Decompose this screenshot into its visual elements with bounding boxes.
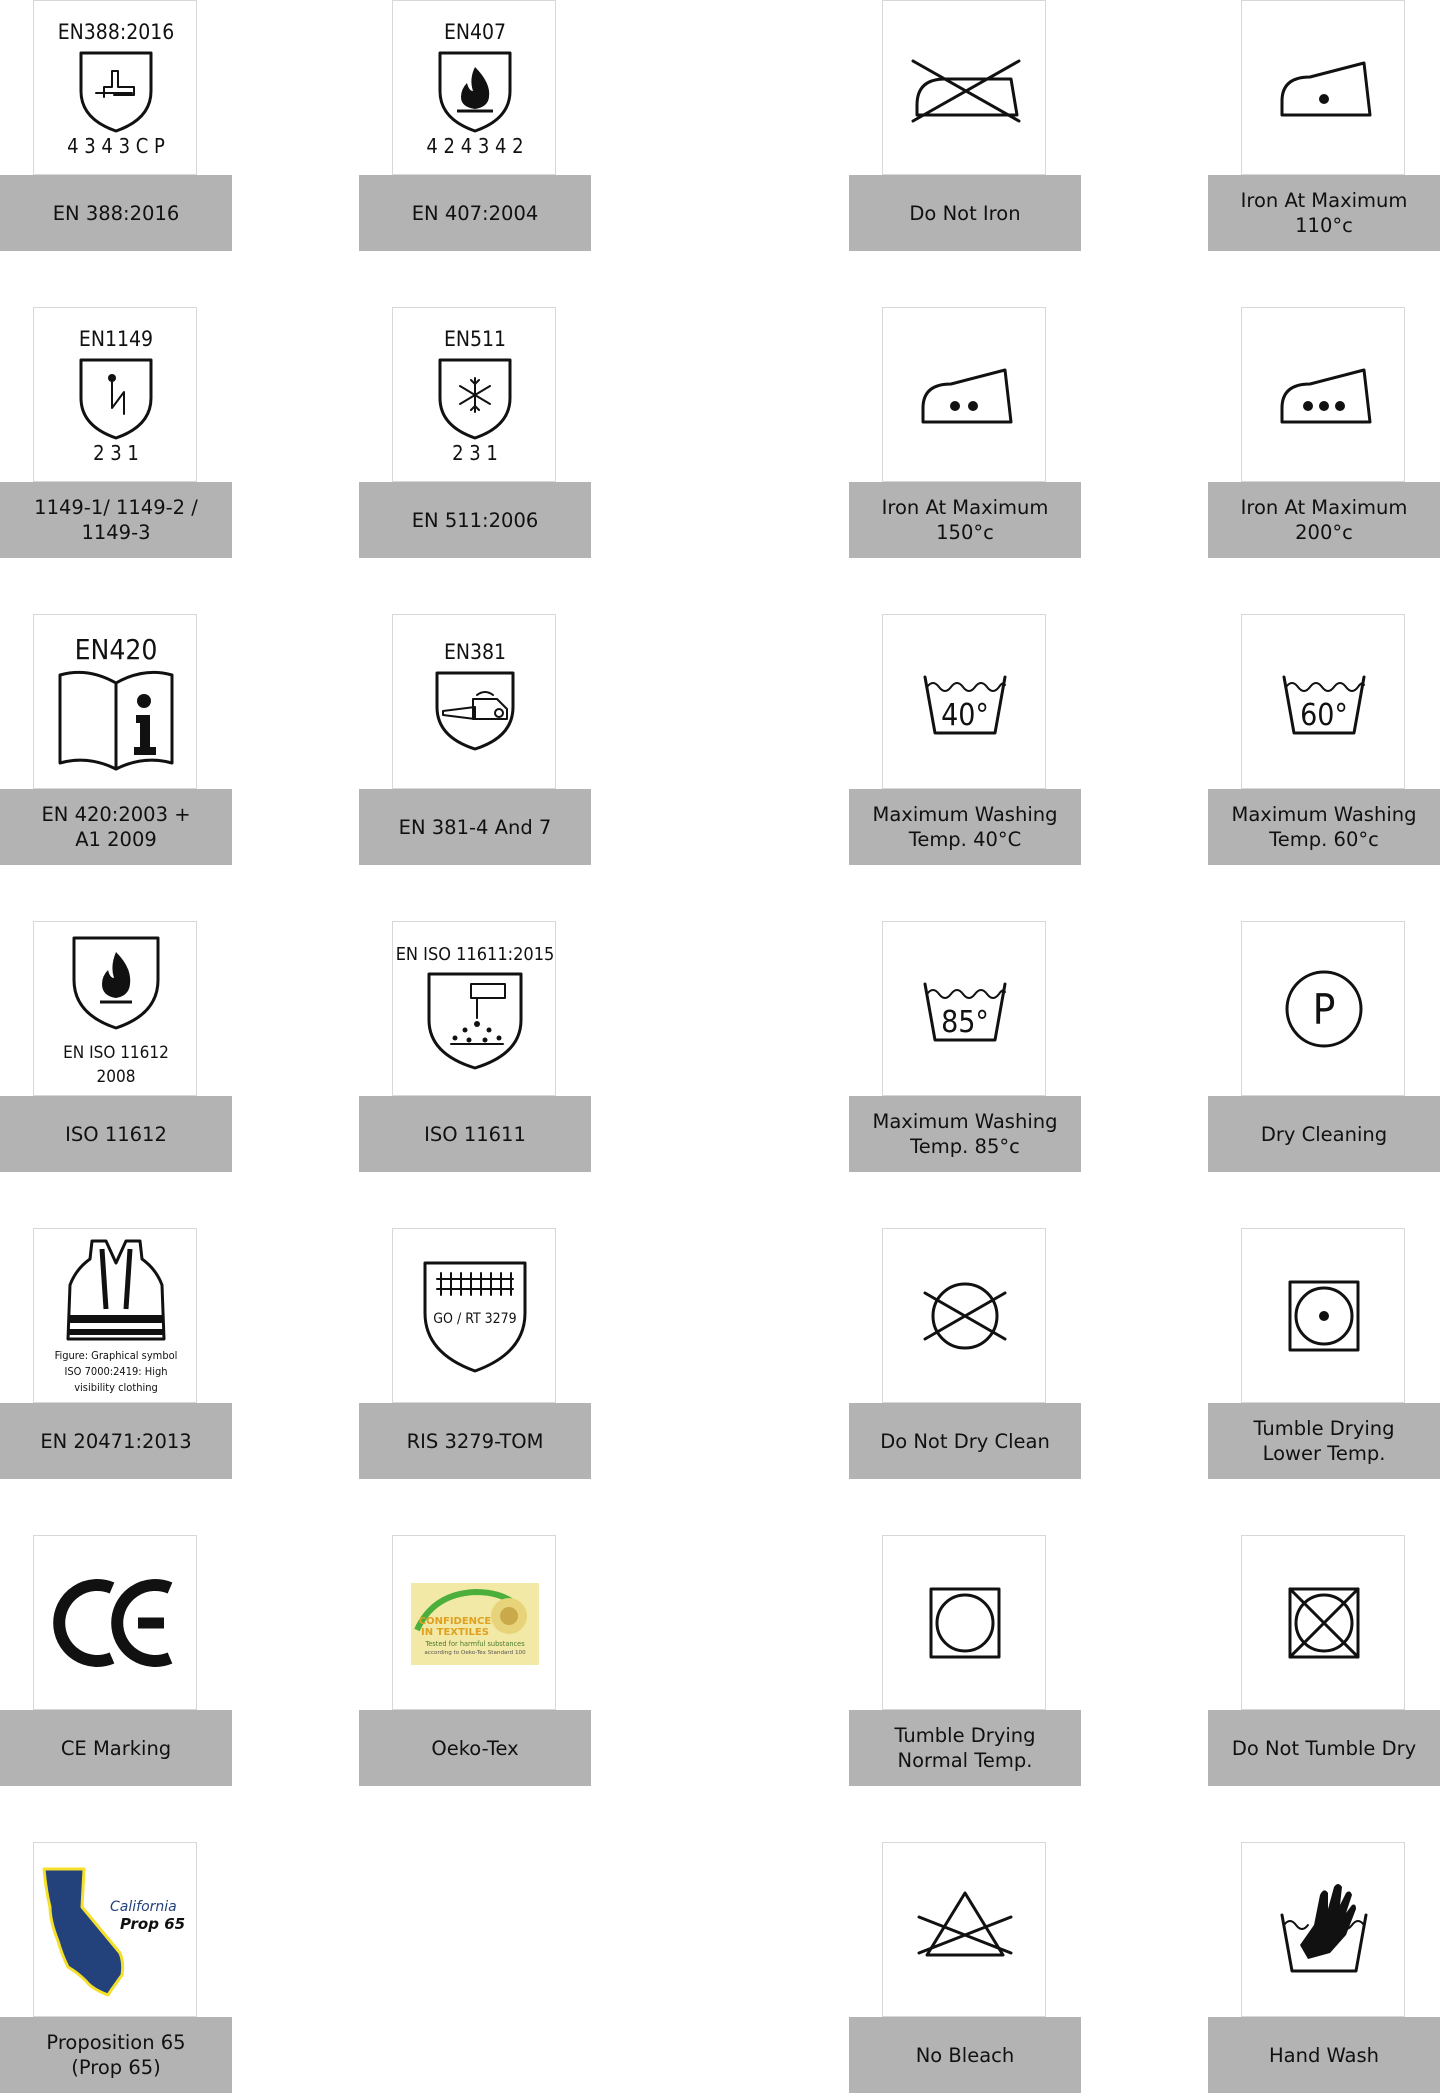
svg-text:Tested for harmful substances: Tested for harmful substances xyxy=(425,1640,525,1648)
en20471-symbol xyxy=(33,1228,197,1403)
svg-text:2 3 1: 2 3 1 xyxy=(93,441,139,465)
tumble-normal-caption: Tumble Drying Normal Temp. xyxy=(849,1710,1081,1786)
iron-150-caption: Iron At Maximum 150°c xyxy=(849,482,1081,558)
en420-caption: EN 420:2003 + A1 2009 xyxy=(0,789,232,865)
do-not-iron-caption: Do Not Iron xyxy=(849,175,1081,251)
iron-110-symbol xyxy=(1241,0,1405,175)
card-oeko-tex xyxy=(359,1535,591,1786)
card-en511 xyxy=(359,307,591,558)
dry-cleaning-caption: Dry Cleaning xyxy=(1208,1096,1440,1172)
iron-200-caption: Iron At Maximum 200°c xyxy=(1208,482,1440,558)
card-en407 xyxy=(359,0,591,251)
mechanical-hazard-shield-icon xyxy=(34,1,197,175)
card-ce xyxy=(0,1535,232,1786)
en388-symbol xyxy=(33,0,197,175)
svg-text:40°: 40° xyxy=(941,698,989,733)
en381-symbol xyxy=(392,614,556,789)
svg-text:CONFIDENCE: CONFIDENCE xyxy=(418,1616,492,1627)
svg-text:2 3 1: 2 3 1 xyxy=(452,441,498,465)
card-no-tumble xyxy=(1208,1535,1440,1786)
en381-caption: EN 381-4 And 7 xyxy=(359,789,591,865)
tumble-low-symbol xyxy=(1241,1228,1405,1403)
svg-text:2008: 2008 xyxy=(96,1067,136,1087)
iron-two-dots-icon xyxy=(883,308,1046,482)
card-iron-110 xyxy=(1208,0,1440,251)
svg-text:Figure: Graphical symbol: Figure: Graphical symbol xyxy=(54,1349,178,1362)
card-en1149 xyxy=(0,307,232,558)
tumble-normal-symbol xyxy=(882,1535,1046,1710)
en407-symbol xyxy=(392,0,556,175)
wash-60-caption: Maximum Washing Temp. 60°c xyxy=(1208,789,1440,865)
wash-85-symbol xyxy=(882,921,1046,1096)
svg-text:California: California xyxy=(110,1899,177,1915)
en407-caption: EN 407:2004 xyxy=(359,175,591,251)
en1149-symbol xyxy=(33,307,197,482)
ce-symbol xyxy=(33,1535,197,1710)
no-tumble-symbol xyxy=(1241,1535,1405,1710)
svg-text:Prop 65: Prop 65 xyxy=(120,1915,186,1933)
flame-shield-icon xyxy=(393,1,556,175)
card-iron-200 xyxy=(1208,307,1440,558)
svg-text:85°: 85° xyxy=(941,1005,989,1040)
tumble-dry-dot-icon xyxy=(1242,1229,1405,1403)
chainsaw-shield-icon xyxy=(393,615,556,789)
card-iso11612 xyxy=(0,921,232,1172)
en388-caption: EN 388:2016 xyxy=(0,175,232,251)
card-prop65 xyxy=(0,1842,232,2093)
iron-three-dots-icon xyxy=(1242,308,1405,482)
crossed-tumble-dry-icon xyxy=(1242,1536,1405,1710)
card-wash-85 xyxy=(849,921,1081,1172)
crossed-circle-icon xyxy=(883,1229,1046,1403)
svg-text:EN381: EN381 xyxy=(443,640,507,664)
info-book-icon xyxy=(34,615,197,789)
svg-text:EN407: EN407 xyxy=(443,20,507,44)
card-no-bleach xyxy=(849,1842,1081,2093)
wash-85-caption: Maximum Washing Temp. 85°c xyxy=(849,1096,1081,1172)
card-ris3279 xyxy=(359,1228,591,1479)
card-en420 xyxy=(0,614,232,865)
card-wash-40 xyxy=(849,614,1081,865)
card-tumble-low xyxy=(1208,1228,1440,1479)
dry-clean-p-icon xyxy=(1242,922,1405,1096)
iso11611-symbol xyxy=(392,921,556,1096)
svg-text:4 3 4 3 C P: 4 3 4 3 C P xyxy=(67,134,165,158)
high-visibility-vest-icon xyxy=(34,1229,197,1403)
iron-110-caption: Iron At Maximum 110°c xyxy=(1208,175,1440,251)
hand-wash-caption: Hand Wash xyxy=(1208,2017,1440,2093)
railway-track-shield-icon xyxy=(393,1229,556,1403)
no-bleach-symbol xyxy=(882,1842,1046,2017)
svg-text:according to Oeko-Tex Standard: according to Oeko-Tex Standard 100 xyxy=(424,1650,526,1656)
wash-tub-icon xyxy=(883,615,1046,789)
ris3279-caption: RIS 3279-TOM xyxy=(359,1403,591,1479)
svg-text:IN TEXTILES: IN TEXTILES xyxy=(421,1627,489,1638)
crossed-iron-icon xyxy=(883,1,1046,175)
svg-text:EN ISO 11612: EN ISO 11612 xyxy=(63,1043,169,1063)
wash-tub-icon xyxy=(883,922,1046,1096)
wash-40-caption: Maximum Washing Temp. 40°C xyxy=(849,789,1081,865)
no-bleach-caption: No Bleach xyxy=(849,2017,1081,2093)
card-tumble-normal xyxy=(849,1535,1081,1786)
oeko-tex-caption: Oeko-Tex xyxy=(359,1710,591,1786)
svg-text:EN511: EN511 xyxy=(443,327,507,351)
en1149-caption: 1149-1/ 1149-2 / 1149-3 xyxy=(0,482,232,558)
wash-40-symbol xyxy=(882,614,1046,789)
ce-mark-icon xyxy=(34,1536,197,1710)
card-en388 xyxy=(0,0,232,251)
oeko-tex-logo-icon xyxy=(393,1536,556,1710)
crossed-triangle-icon xyxy=(883,1843,1046,2017)
card-en20471 xyxy=(0,1228,232,1479)
ce-caption: CE Marking xyxy=(0,1710,232,1786)
iso11612-symbol xyxy=(33,921,197,1096)
iso11611-caption: ISO 11611 xyxy=(359,1096,591,1172)
svg-text:visibility clothing: visibility clothing xyxy=(74,1381,158,1394)
iso11612-caption: ISO 11612 xyxy=(0,1096,232,1172)
no-dry-clean-symbol xyxy=(882,1228,1046,1403)
en511-caption: EN 511:2006 xyxy=(359,482,591,558)
hand-wash-tub-icon xyxy=(1242,1843,1405,2017)
en420-symbol xyxy=(33,614,197,789)
card-en381 xyxy=(359,614,591,865)
svg-text:GO / RT 3279: GO / RT 3279 xyxy=(433,1311,517,1327)
antistatic-shield-icon xyxy=(34,308,197,482)
iron-one-dot-icon xyxy=(1242,1,1405,175)
svg-text:P: P xyxy=(1312,985,1336,1034)
flame-shield-icon xyxy=(34,922,197,1096)
iron-200-symbol xyxy=(1241,307,1405,482)
card-wash-60 xyxy=(1208,614,1440,865)
wash-60-symbol xyxy=(1241,614,1405,789)
prop65-caption: Proposition 65 (Prop 65) xyxy=(0,2017,232,2093)
card-iron-150 xyxy=(849,307,1081,558)
svg-text:4 2 4 3 4 2: 4 2 4 3 4 2 xyxy=(426,134,524,158)
welding-shield-icon xyxy=(393,922,556,1096)
hand-wash-symbol xyxy=(1241,1842,1405,2017)
card-hand-wash xyxy=(1208,1842,1440,2093)
california-map-icon xyxy=(34,1843,197,2017)
en20471-caption: EN 20471:2013 xyxy=(0,1403,232,1479)
card-dry-cleaning xyxy=(1208,921,1440,1172)
ris3279-symbol xyxy=(392,1228,556,1403)
no-tumble-caption: Do Not Tumble Dry xyxy=(1208,1710,1440,1786)
card-do-not-iron xyxy=(849,0,1081,251)
svg-text:EN420: EN420 xyxy=(74,633,158,666)
iron-150-symbol xyxy=(882,307,1046,482)
prop65-symbol xyxy=(33,1842,197,2017)
wash-tub-icon xyxy=(1242,615,1405,789)
tumble-dry-icon xyxy=(883,1536,1046,1710)
tumble-low-caption: Tumble Drying Lower Temp. xyxy=(1208,1403,1440,1479)
svg-text:EN ISO 11611:2015: EN ISO 11611:2015 xyxy=(395,944,555,965)
svg-text:60°: 60° xyxy=(1300,698,1348,733)
svg-text:ISO 7000:2419: High: ISO 7000:2419: High xyxy=(64,1365,168,1378)
svg-text:CE: CE xyxy=(34,1536,36,1537)
no-dry-clean-caption: Do Not Dry Clean xyxy=(849,1403,1081,1479)
oeko-tex-symbol xyxy=(392,1535,556,1710)
snowflake-shield-icon xyxy=(393,308,556,482)
card-no-dry-clean xyxy=(849,1228,1081,1479)
svg-text:EN1149: EN1149 xyxy=(78,327,154,351)
en511-symbol xyxy=(392,307,556,482)
dry-cleaning-symbol xyxy=(1241,921,1405,1096)
do-not-iron-symbol xyxy=(882,0,1046,175)
card-iso11611 xyxy=(359,921,591,1172)
svg-text:EN388:2016: EN388:2016 xyxy=(57,20,175,44)
